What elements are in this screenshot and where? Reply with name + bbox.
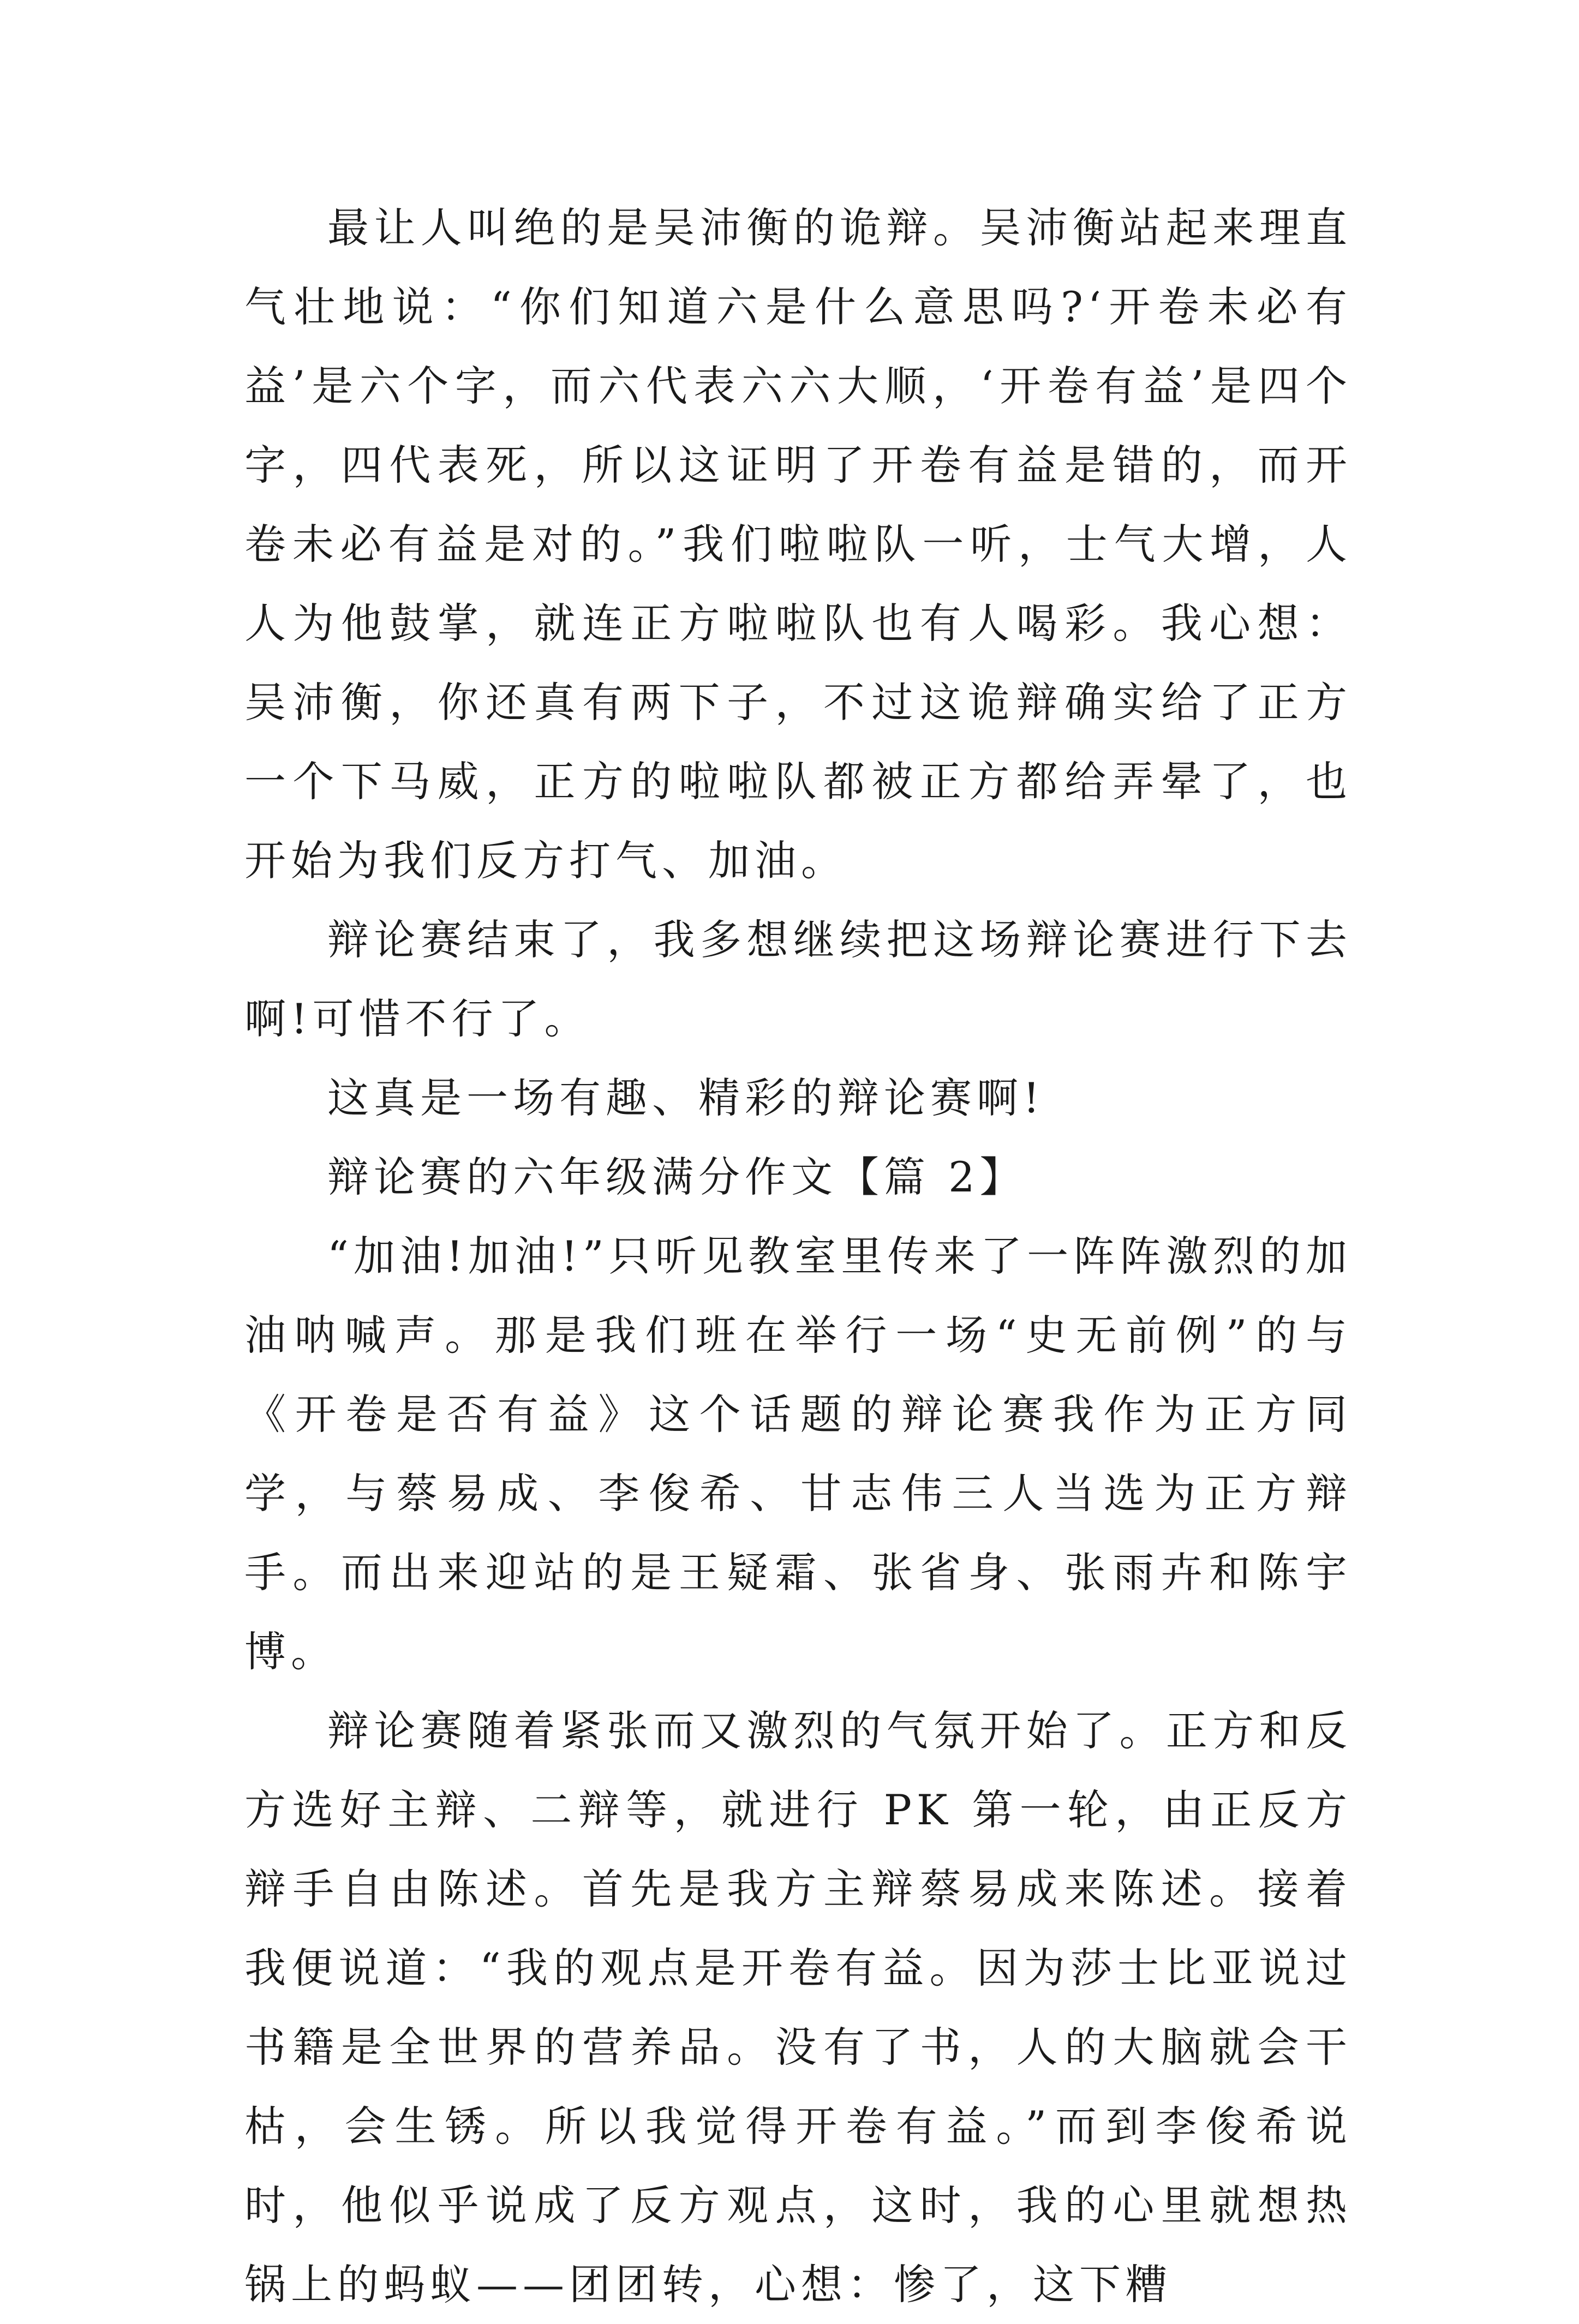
paragraph-5: 辩论赛随着紧张而又激烈的气氛开始了。正方和反方选好主辩、二辩等，就进行 PK 第一轮，由正反方辩手自由陈述。首先是我方主辩蔡易成来陈述。接着我便说道：“我的观点是开卷有益。因为莎士比亚说过书籍是全世界的营养品。没有了书，人的大脑就会干枯，会生锈。所以我觉得开卷有益。”而到李俊希说时，他似乎说成了反方观点，这时，我的心里就想热锅上的蚂蚁——团团转，心想：惨了，这下糟 [244,1706,1352,2309]
paragraph-4: “加油!加油!”只听见教室里传来了一阵阵激烈的加油呐喊声。那是我们班在举行一场“史无前例”的与《开卷是否有益》这个话题的辩论赛我作为正方同学，与蔡易成、李俊希、甘志伟三人当选为正方辩手。而出来迎站的是王疑霜、张省身、张雨卉和陈宇博。 [244,1232,1352,1676]
paragraph-1: 最让人叫绝的是吴沛衡的诡辩。吴沛衡站起来理直气壮地说：“你们知道六是什么意思吗?‘开卷未必有益’是六个字，而六代表六六大顺，‘开卷有益’是四个字，四代表死，所以这证明了开卷有益是错的，而开卷未必有益是对的。”我们啦啦队一听，士气大增，人人为他鼓掌，就连正方啦啦队也有人喝彩。我心想：吴沛衡，你还真有两下子，不过这诡辩确实给了正方一个下马威，正方的啦啦队都被正方都给弄晕了，也开始为我们反方打气、加油。 [244,203,1352,885]
paragraph-2: 辩论赛结束了，我多想继续把这场辩论赛进行下去啊!可惜不行了。 [244,915,1352,1043]
paragraph-3: 这真是一场有趣、精彩的辩论赛啊! [327,1074,1045,1122]
essay-text [244,188,1352,2324]
section-heading: 辩论赛的六年级满分作文【篇 2】 [327,1153,1026,1201]
